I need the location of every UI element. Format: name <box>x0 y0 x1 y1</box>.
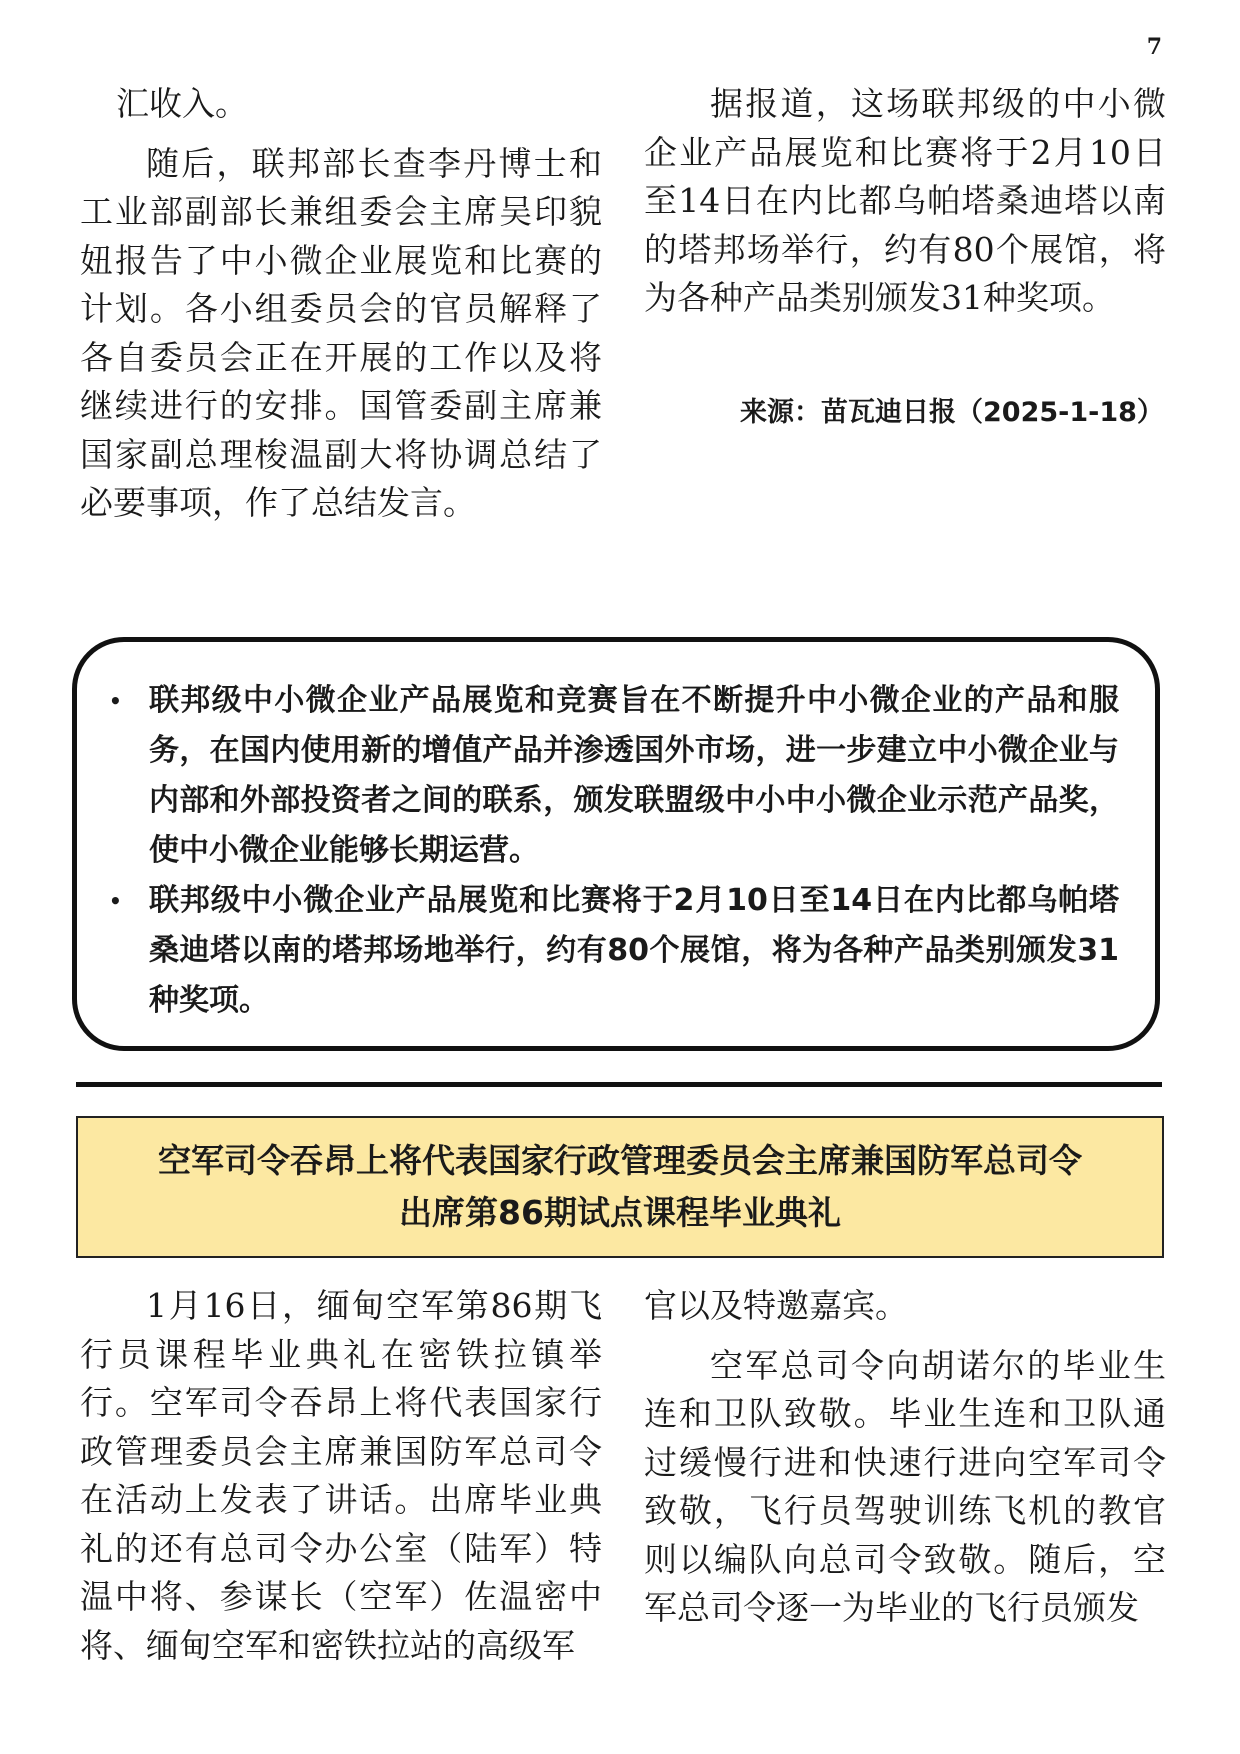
paragraph: 据报道，这场联邦级的中小微企业产品展览和比赛将于2月10日至14日在内比都乌帕塔桑迪塔以南的塔邦场举行，约有80个展馆，将为各种产品类别颁发31种奖项。 <box>644 84 1166 317</box>
article1-left-column <box>80 80 602 528</box>
summary-item-text: 联邦级中小微企业产品展览和比赛将于2月10日至14日在内比都乌帕塔桑迪塔以南的塔邦场地举行，约有80个展馆，将为各种产品类别颁发31种奖项。 <box>149 883 1119 1018</box>
paragraph: 官以及特邀嘉宾。 <box>644 1286 908 1325</box>
article2-left-column <box>80 1282 602 1670</box>
summary-list <box>109 676 1119 1026</box>
section-divider <box>76 1082 1162 1087</box>
summary-item <box>109 676 1119 876</box>
source-citation: 来源：苗瓦迪日报（2025-1-18） <box>740 397 1164 428</box>
article2-headline-box <box>76 1116 1164 1258</box>
page-number: 7 <box>1146 34 1162 60</box>
paragraph: 1月16日，缅甸空军第86期飞行员课程毕业典礼在密铁拉镇举行。空军司令吞昂上将代表国家行政管理委员会主席兼国防军总司令在活动上发表了讲话。出席毕业典礼的还有总司令办公室（陆军）特温中将、参谋长（空军）佐温密中将、缅甸空军和密铁拉站的高级军 <box>80 1286 602 1665</box>
article2-right-column <box>644 1282 1166 1633</box>
article1-right-column <box>644 80 1166 323</box>
paragraph: 空军总司令向胡诺尔的毕业生连和卫队致敬。毕业生连和卫队通过缓慢行进和快速行进向空军司令致敬，飞行员驾驶训练飞机的教官则以编队向总司令致敬。随后，空军总司令逐一为毕业的飞行员颁发 <box>644 1345 1166 1627</box>
paragraph: 随后，联邦部长查李丹博士和工业部副部长兼组委会主席吴印貌妞报告了中小微企业展览和比赛的计划。各小组委员会的官员解释了各自委员会正在开展的工作以及将继续进行的安排。国管委副主席兼国家副总理梭温副大将协调总结了必要事项，作了总结发言。 <box>80 143 602 522</box>
bullet-icon: • <box>109 689 122 713</box>
paragraph: 汇收入。 <box>116 84 248 123</box>
summary-callout-box <box>72 637 1160 1051</box>
bullet-icon: • <box>109 889 122 913</box>
article2-headline <box>90 1135 1150 1239</box>
summary-item <box>109 876 1119 1026</box>
headline-line-2: 出席第86期试点课程毕业典礼 <box>399 1193 841 1232</box>
headline-line-1: 空军司令吞昂上将代表国家行政管理委员会主席兼国防军总司令 <box>158 1141 1082 1180</box>
summary-item-text: 联邦级中小微企业产品展览和竞赛旨在不断提升中小微企业的产品和服务，在国内使用新的增值产品并渗透国外市场，进一步建立中小微企业与内部和外部投资者之间的联系，颁发联盟级中小中小微企业示范产品奖，使中小微企业能够长期运营。 <box>149 683 1119 868</box>
